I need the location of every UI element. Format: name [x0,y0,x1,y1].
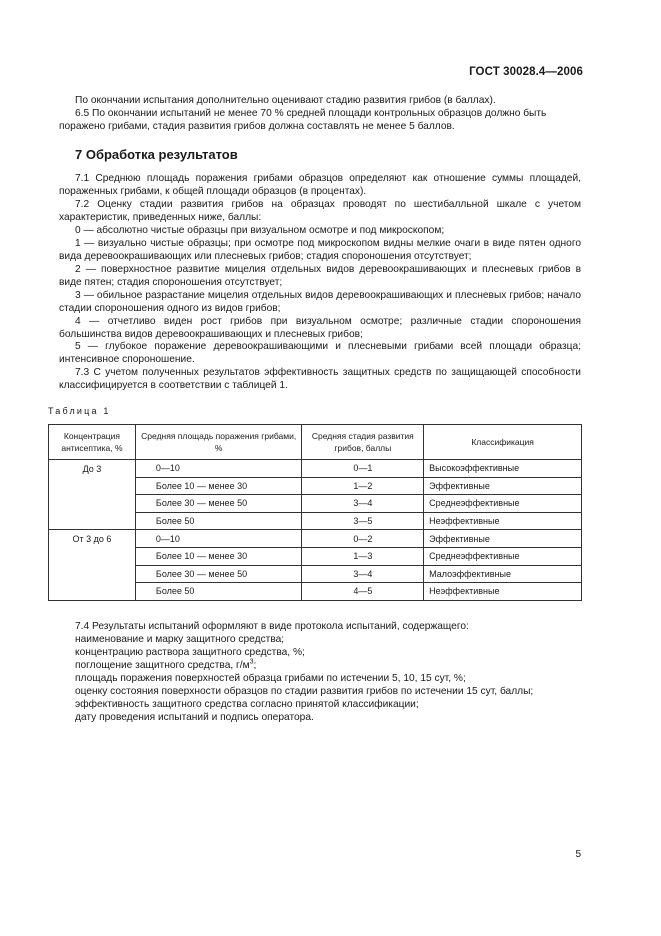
intro-paragraph-1: По окончании испытания дополнительно оценивают стадию развития грибов (в баллах). [75,95,496,106]
paragraph-6-5: 6.5 По окончании испытаний не менее 70 % средней площади контрольных образцов должно быть поражено грибами, стадия развития грибов должна составлять не менее 5 баллов. [59,108,547,132]
scale-item-4: 4 — отчетливо виден рост грибов при визуальном осмотре; различные стадии спороношения большинства видов деревоокрашивающих и плесневых грибов; [59,316,581,340]
cell-area: Более 10 — менее 30 [135,477,302,495]
table-caption: Таблица 1 [48,406,111,416]
header-classification: Классификация [424,425,582,460]
scale-item-5: 5 — глубокое поражение деревоокрашивающими и плесневыми грибами всей площади образца; интенсивное спороношение. [59,341,581,365]
scale-item-3: 3 — обильное разрастание мицелия отдельных видов деревоокрашивающих и плесневых грибов; начало стадии спороношения одного из видов грибов; [59,290,581,314]
scale-item-2: 2 — поверхностное развитие мицелия отдельных видов деревоокрашивающих и плесневых грибов в виде пятен; стадия спороношения отсутствует; [59,264,581,288]
cell-stage: 3—4 [302,495,424,513]
table-header-row [49,425,582,460]
cell-classification: Высокоэффективные [424,460,582,478]
cell-stage: 0—2 [302,530,424,548]
protocol-item: площадь поражения поверхностей образца грибами по истечении 5, 10, 15 сут, %; [75,673,466,684]
page-number: 5 [575,849,581,860]
cell-area: Более 50 [135,512,302,530]
paragraph-7-3: 7.3 С учетом полученных результатов эффективность защитных средств по защищающей способности классифицируется в соответствии с таблицей 1. [59,367,581,391]
cell-stage: 3—5 [302,512,424,530]
cell-classification: Эффективные [424,530,582,548]
group-concentration: От 3 до 6 [49,530,136,600]
protocol-item [59,660,581,673]
group-concentration: До 3 [49,460,136,530]
cell-classification: Неэффективные [424,512,582,530]
table-row [49,530,582,548]
classification-table [48,424,582,601]
superscript-3: 3 [249,658,254,666]
protocol-item: наименование и марку защитного средства; [75,634,285,645]
scale-item-0: 0 — абсолютно чистые образцы при визуальном осмотре и под микроскопом; [75,225,445,236]
table-row [49,460,582,478]
cell-area: Более 10 — менее 30 [135,547,302,565]
header-stage: Средняя стадия развития грибов, баллы [302,425,424,460]
cell-stage: 3—4 [302,565,424,583]
document-id-header: ГОСТ 30028.4—2006 [469,66,583,78]
cell-area: Более 30 — менее 50 [135,565,302,583]
scale-item-1: 1 — визуально чистые образцы; при осмотре под микроскопом видны мелкие очаги в виде пятен одного вида деревоокрашивающих или плесневых грибов; стадия спороношения отсутствует; [59,238,581,262]
cell-classification: Малоэффективные [424,565,582,583]
section-7-heading: 7 Обработка результатов [75,147,238,162]
cell-area: Более 50 [135,583,302,601]
cell-classification: Среднеэффективные [424,495,582,513]
protocol-item-text: поглощение защитного средства, г/м [75,660,250,671]
cell-area: Более 30 — менее 50 [135,495,302,513]
paragraph-7-1: 7.1 Среднюю площадь поражения грибами образцов определяют как отношение суммы площадей, пораженных грибами, к общей площади образцов (в процентах). [59,173,581,197]
cell-classification: Среднеэффективные [424,547,582,565]
header-area: Средняя площадь поражения грибами, % [135,425,302,460]
protocol-item: оценку состояния поверхности образцов по стадии развития грибов по истечении 15 сут, баллы; [75,686,534,697]
cell-stage: 1—3 [302,547,424,565]
paragraph-7-4: 7.4 Результаты испытаний оформляют в виде протокола испытаний, содержащего: [75,621,469,632]
protocol-item-punct: ; [253,660,257,671]
cell-area: 0—10 [135,530,302,548]
protocol-item: концентрацию раствора защитного средства, %; [75,647,305,658]
cell-stage: 4—5 [302,583,424,601]
cell-classification: Неэффективные [424,583,582,601]
protocol-item: дату проведения испытаний и подпись оператора. [75,712,314,723]
cell-classification: Эффективные [424,477,582,495]
protocol-item: эффективность защитного средства согласно принятой классификации; [75,699,419,710]
cell-area: 0—10 [135,460,302,478]
header-concentration: Концентрация антисептика, % [49,425,136,460]
cell-stage: 1—2 [302,477,424,495]
cell-stage: 0—1 [302,460,424,478]
paragraph-7-2: 7.2 Оценку стадии развития грибов на образцах проводят по шестибалльной шкале с учетом характеристик, приведенных ниже, баллы: [59,199,581,223]
